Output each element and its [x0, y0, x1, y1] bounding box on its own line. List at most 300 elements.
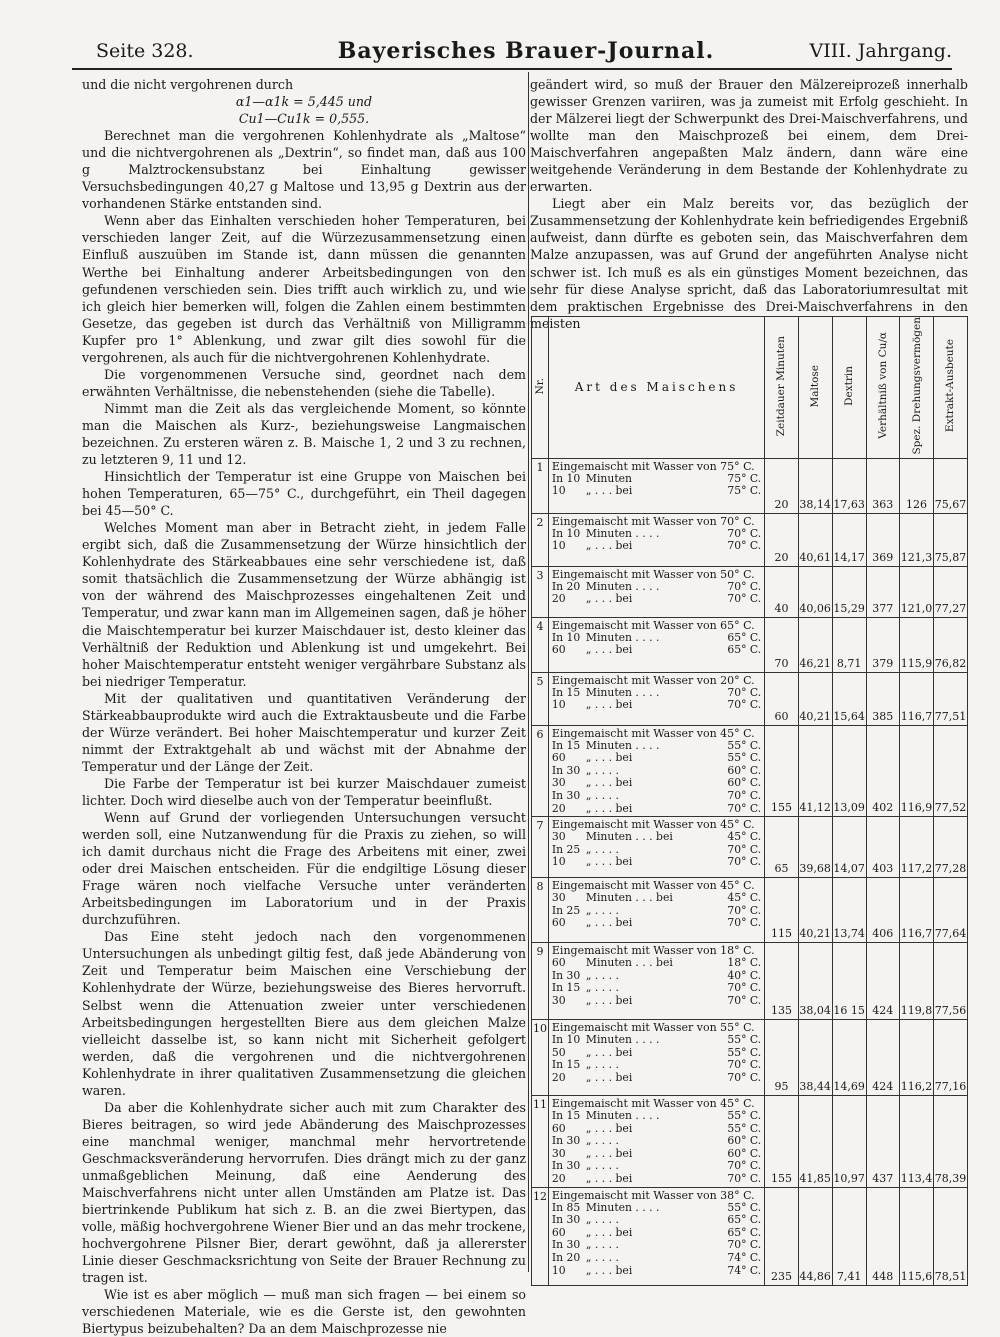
procedure-step [552, 1034, 761, 1047]
paragraph: Berechnet man die vergohrenen Kohlenhydrate als „Maltose“ und die nichtvergohrenen als „Dextrin“, so findet man, daß aus 100 g Malztrockensubstanz bei Einhaltung gewisser Versuchsbedingungen 40,27 g Maltose und 13,95 g Dextrin aus der vorhandenen Stärke entstanden sind. [82, 128, 526, 212]
verhaeltnis-value: 403 [866, 817, 899, 878]
paragraph: Wenn aber das Einhalten verschieden hoher Temperaturen, bei verschieden langer Zeit, auf die Würzezusammensetzung einen Einfluß auszuüben im Stande ist, dann müssen die genannten Werthe bei Einhaltung anderer Arbeitsbedingungen von den gefundenen verschieden sein. Dies trifft auch wirklich zu, und wie ich gleich hier bemerken will, folgen die Zahlen einem bestimmten Gesetze, das gegeben ist durch das Verhältniß von Milligramm Kupfer pro 1° Ablenkung, und zwar gilt dies sowohl für die vergohrenen, als auch für die nichtvergohrenen Kohlenhydrate. [82, 213, 526, 365]
drehung-value: 113,4 [900, 1096, 934, 1188]
step-part: Minuten . . . . [585, 526, 660, 540]
step-part: „ . . . bei [585, 776, 633, 790]
verhaeltnis-value: 406 [866, 878, 899, 943]
verhaeltnis-value: 424 [866, 943, 899, 1020]
table-row [532, 1020, 968, 1096]
table-row [532, 725, 968, 817]
extrakt-value: 77,16 [933, 1020, 967, 1096]
step-part: „ . . . . [585, 1238, 619, 1252]
step-part: „ . . . bei [585, 484, 633, 498]
step-part: 70° C. [727, 842, 762, 856]
column-separator [528, 72, 529, 1272]
verhaeltnis-value: 437 [866, 1096, 899, 1188]
procedure-step [552, 917, 761, 930]
step-part: 45° C. [727, 891, 762, 905]
step-part: 60° C. [727, 1134, 762, 1148]
zeitdauer-value: 155 [765, 1096, 798, 1188]
maltose-value: 40,61 [798, 513, 832, 566]
step-part: 60° C. [727, 763, 762, 777]
mash-procedure [548, 1187, 764, 1285]
step-part: 60° C. [727, 776, 762, 790]
col-maltose-header [798, 317, 832, 459]
dextrin-value: 13,74 [832, 878, 866, 943]
step-part: 55° C. [727, 751, 762, 765]
formula-line: α1—α1k = 5,445 und [235, 94, 373, 110]
dextrin-value: 13,09 [832, 725, 866, 817]
verhaeltnis-value: 369 [866, 513, 899, 566]
paragraph: geändert wird, so muß der Brauer den Mälzereiprozeß innerhalb gewisser Grenzen variiren, was ja zumeist mit Erfolg geschieht. In der Mälzerei liegt der Schwerpunkt des Drei-Maischverfahrens, und wollte man den Maischprozeß bei einem, dem Drei-Maischverfahren angepaßten Malz ändern, dann wäre eine weitgehende Veränderung in dem Bestande der Kohlenhydrate zu erwarten. [530, 77, 968, 195]
procedure-step [552, 752, 761, 765]
mash-procedure [548, 725, 764, 817]
table-row [532, 458, 968, 513]
step-part: Minuten . . . . [585, 685, 660, 699]
procedure-title: Eingemaischt mit Wasser von 55° C. [551, 1021, 755, 1035]
extrakt-value: 75,87 [933, 513, 967, 566]
extrakt-value: 77,64 [933, 878, 967, 943]
row-number: 2 [532, 513, 549, 566]
step-part: 20 [551, 1070, 566, 1084]
row-number: 8 [532, 878, 549, 943]
header-label: Extrakt-Ausbeute [944, 339, 957, 433]
procedure-title: Eingemaischt mit Wasser von 45° C. [551, 818, 755, 832]
step-part: 65° C. [727, 643, 762, 657]
step-part: 70° C. [727, 916, 762, 930]
step-part: Minuten . . . . [585, 630, 660, 644]
step-part: Minuten . . . . [585, 1200, 660, 1214]
volume-label: VIII. Jahrgang. [809, 40, 952, 62]
step-part: 70° C. [727, 698, 762, 712]
step-part: 30 [551, 830, 566, 844]
step-part: „ . . . bei [585, 539, 633, 553]
step-part: In 15 [551, 981, 581, 995]
step-part: In 30 [551, 968, 581, 982]
step-part: „ . . . bei [585, 1070, 633, 1084]
paragraph: Wie ist es aber möglich — muß man sich fragen — bei einem so verschiedenen Materiale, wie es die Gerste ist, den gewohnten Biertypus beizubehalten? Da an dem Maischprozesse nie [82, 1287, 526, 1337]
step-part: 70° C. [727, 1070, 762, 1084]
row-number: 1 [532, 458, 549, 513]
row-number: 11 [532, 1096, 549, 1188]
zeitdauer-value: 135 [765, 943, 798, 1020]
paragraph: und die nicht vergohrenen durch [82, 77, 294, 92]
procedure-step [552, 803, 761, 816]
step-part: „ . . . . [585, 763, 619, 777]
left-column [82, 76, 526, 1337]
verhaeltnis-value: 363 [866, 458, 899, 513]
dextrin-value: 14,07 [832, 817, 866, 878]
procedure-step [552, 1173, 761, 1186]
dextrin-value: 16 15 [832, 943, 866, 1020]
procedure-step [552, 1214, 761, 1227]
mash-procedure [548, 617, 764, 672]
table-row [532, 566, 968, 617]
procedure-step [552, 1252, 761, 1265]
procedure-title: Eingemaischt mit Wasser von 20° C. [551, 673, 755, 687]
step-part: 60 [551, 1225, 566, 1239]
dextrin-value: 10,97 [832, 1096, 866, 1188]
step-part: „ . . . bei [585, 993, 633, 1007]
maltose-value: 40,21 [798, 672, 832, 725]
header-label: Art des Maischens [574, 380, 739, 395]
verhaeltnis-value: 385 [866, 672, 899, 725]
step-part: 70° C. [727, 981, 762, 995]
mashing-results-table [531, 316, 968, 1286]
dextrin-value: 17,63 [832, 458, 866, 513]
extrakt-value: 77,27 [933, 566, 967, 617]
header-label: Maltose [809, 364, 822, 408]
procedure-step [552, 831, 761, 844]
step-part: In 30 [551, 1213, 581, 1227]
step-part: 30 [551, 776, 566, 790]
zeitdauer-value: 20 [765, 458, 798, 513]
step-part: In 15 [551, 738, 581, 752]
step-part: In 25 [551, 903, 581, 917]
header-label: Dextrin [843, 365, 856, 406]
step-part: 70° C. [727, 539, 762, 553]
table-row [532, 817, 968, 878]
step-part: „ . . . bei [585, 751, 633, 765]
procedure-title: Eingemaischt mit Wasser von 38° C. [551, 1188, 755, 1202]
journal-title: Bayerisches Brauer-Journal. [337, 38, 715, 64]
step-part: 30 [551, 891, 566, 905]
procedure-title: Eingemaischt mit Wasser von 50° C. [551, 567, 755, 581]
maltose-value: 38,04 [798, 943, 832, 1020]
step-part: 30 [551, 1146, 566, 1160]
step-part: 55° C. [727, 1045, 762, 1059]
procedure-title: Eingemaischt mit Wasser von 45° C. [551, 1097, 755, 1111]
step-part: 18° C. [727, 956, 762, 970]
step-part: 65° C. [727, 1213, 762, 1227]
step-part: 60 [551, 1121, 566, 1135]
verhaeltnis-value: 424 [866, 1020, 899, 1096]
verhaeltnis-value: 402 [866, 725, 899, 817]
verhaeltnis-value: 379 [866, 617, 899, 672]
dextrin-value: 7,41 [832, 1187, 866, 1285]
zeitdauer-value: 155 [765, 725, 798, 817]
drehung-value: 116,9 [900, 725, 934, 817]
procedure-step [552, 593, 761, 606]
table-header-row [532, 317, 968, 459]
header-label: Zeitdauer Minuten [775, 335, 788, 436]
step-part: 65° C. [727, 630, 762, 644]
header-label: Nr. [533, 377, 546, 394]
formula-line: Cu1—Cu1k = 0,555. [238, 111, 370, 127]
zeitdauer-value: 20 [765, 513, 798, 566]
table-row [532, 617, 968, 672]
step-part: „ . . . . [585, 1251, 619, 1265]
step-part: „ . . . bei [585, 1225, 633, 1239]
step-part: 20 [551, 592, 566, 606]
maltose-value: 40,21 [798, 878, 832, 943]
step-part: 40° C. [727, 968, 762, 982]
step-part: 70° C. [727, 788, 762, 802]
row-number: 12 [532, 1187, 549, 1285]
extrakt-value: 77,56 [933, 943, 967, 1020]
extrakt-value: 77,52 [933, 725, 967, 817]
extrakt-value: 76,82 [933, 617, 967, 672]
step-part: In 30 [551, 788, 581, 802]
mash-procedure [548, 1096, 764, 1188]
step-part: „ . . . bei [585, 801, 633, 815]
paragraph: Nimmt man die Zeit als das vergleichende Moment, so könnte man die Maischen als Kurz-, beziehungsweise Langmaischen bezeichnen. Zu ersteren wären z. B. Maische 1, 2 und 3 zu rechnen, zu letzteren 9, 11 und 12. [82, 400, 526, 468]
step-part: In 15 [551, 1058, 581, 1072]
step-part: 20 [551, 801, 566, 815]
step-part: Minuten . . . bei [585, 830, 673, 844]
drehung-value: 116,7 [900, 878, 934, 943]
dextrin-value: 14,69 [832, 1020, 866, 1096]
step-part: „ . . . . [585, 788, 619, 802]
procedure-title: Eingemaischt mit Wasser von 18° C. [551, 944, 755, 958]
procedure-step [552, 485, 761, 498]
col-drehung-header [900, 317, 934, 459]
step-part: „ . . . . [585, 1213, 619, 1227]
procedure-step [552, 1059, 761, 1072]
drehung-value: 121,3 [900, 513, 934, 566]
step-part: „ . . . . [585, 842, 619, 856]
dextrin-value: 15,64 [832, 672, 866, 725]
step-part: In 20 [551, 579, 581, 593]
drehung-value: 116,7 [900, 672, 934, 725]
col-nr-header [532, 317, 549, 459]
step-part: „ . . . . [585, 968, 619, 982]
step-part: „ . . . . [585, 1058, 619, 1072]
step-part: In 30 [551, 763, 581, 777]
procedure-step [552, 892, 761, 905]
step-part: 60 [551, 916, 566, 930]
page-header [96, 38, 952, 66]
step-part: 74° C. [727, 1251, 762, 1265]
page-number: Seite 328. [96, 40, 194, 62]
step-part: 70° C. [727, 903, 762, 917]
step-part: „ . . . bei [585, 916, 633, 930]
step-part: Minuten . . . . [585, 738, 660, 752]
step-part: „ . . . bei [585, 1172, 633, 1186]
step-part: „ . . . bei [585, 1146, 633, 1160]
zeitdauer-value: 70 [765, 617, 798, 672]
paragraph: Wenn auf Grund der vorliegenden Untersuchungen versucht werden soll, eine Nutzanwendung für die Praxis zu ziehen, so will ich damit durchaus nicht die Frage des Arbeitens mit einer, zwei oder drei Maischen entscheiden. Für die endgiltige Lösung dieser Frage wären noch vielfache Versuche unter veränderten Arbeitsbedingungen im Laboratorium und in der Praxis durchzuführen. [82, 810, 526, 928]
mash-procedure [548, 817, 764, 878]
extrakt-value: 78,51 [933, 1187, 967, 1285]
step-part: 10 [551, 698, 566, 712]
col-art-header [548, 317, 764, 459]
mash-procedure [548, 943, 764, 1020]
maltose-value: 40,06 [798, 566, 832, 617]
drehung-value: 115,6 [900, 1187, 934, 1285]
step-part: In 30 [551, 1134, 581, 1148]
step-part: In 15 [551, 685, 581, 699]
step-part: Minuten . . . bei [585, 891, 673, 905]
step-part: „ . . . . [585, 1134, 619, 1148]
step-part: In 10 [551, 1033, 581, 1047]
step-part: 50 [551, 1045, 566, 1059]
step-part: In 10 [551, 471, 581, 485]
step-part: 60 [551, 643, 566, 657]
step-part: 30 [551, 993, 566, 1007]
drehung-value: 116,2 [900, 1020, 934, 1096]
paragraph: Hinsichtlich der Temperatur ist eine Gruppe von Maischen bei hohen Temperaturen, 65—75° C., durchgeführt, ein Theil dagegen bei 45—50° C. [82, 469, 526, 519]
step-part: 60° C. [727, 1146, 762, 1160]
row-number: 3 [532, 566, 549, 617]
procedure-step [552, 995, 761, 1008]
step-part: „ . . . . [585, 981, 619, 995]
procedure-step [552, 540, 761, 553]
step-part: 70° C. [727, 1058, 762, 1072]
step-part: 65° C. [727, 1225, 762, 1239]
step-part: „ . . . . [585, 903, 619, 917]
procedure-title: Eingemaischt mit Wasser von 45° C. [551, 726, 755, 740]
procedure-title: Eingemaischt mit Wasser von 45° C. [551, 879, 755, 893]
step-part: 45° C. [727, 830, 762, 844]
zeitdauer-value: 235 [765, 1187, 798, 1285]
zeitdauer-value: 65 [765, 817, 798, 878]
right-column [530, 76, 968, 332]
procedure-step [552, 856, 761, 869]
step-part: 10 [551, 1263, 566, 1277]
procedure-step [552, 957, 761, 970]
mash-procedure [548, 1020, 764, 1096]
row-number: 5 [532, 672, 549, 725]
step-part: Minuten . . . . [585, 1033, 660, 1047]
step-part: In 85 [551, 1200, 581, 1214]
step-part: 60 [551, 956, 566, 970]
paragraph: Die vorgenommenen Versuche sind, geordnet nach dem erwähnten Verhältnisse, die nebenstehenden (siehe die Tabelle). [82, 366, 526, 399]
step-part: 70° C. [727, 1238, 762, 1252]
step-part: In 30 [551, 1238, 581, 1252]
step-part: 75° C. [727, 471, 762, 485]
maltose-value: 41,85 [798, 1096, 832, 1188]
col-dextrin-header [832, 317, 866, 459]
mash-procedure [548, 513, 764, 566]
maltose-value: 41,12 [798, 725, 832, 817]
procedure-step [552, 1265, 761, 1278]
step-part: 70° C. [727, 592, 762, 606]
row-number: 10 [532, 1020, 549, 1096]
procedure-step [552, 644, 761, 657]
step-part: 70° C. [727, 1159, 762, 1173]
paragraph: Mit der qualitativen und quantitativen Veränderung der Stärkeabbauprodukte wird auch die Extraktausbeute und die Farbe der Würze verändert. Bei hoher Maischtemperatur und kurzer Zeit nimmt der Extraktgehalt ab und wächst mit der Abnahme der Temperatur und der Länge der Zeit. [82, 690, 526, 774]
col-zeitdauer-header [765, 317, 798, 459]
dextrin-value: 8,71 [832, 617, 866, 672]
col-verhaeltnis-header [866, 317, 899, 459]
drehung-value: 119,8 [900, 943, 934, 1020]
drehung-value: 115,9 [900, 617, 934, 672]
drehung-value: 117,2 [900, 817, 934, 878]
step-part: In 15 [551, 1109, 581, 1123]
procedure-step [552, 1072, 761, 1085]
table-row [532, 943, 968, 1020]
procedure-step [552, 1110, 761, 1123]
paragraph: Die Farbe der Temperatur ist bei kurzer Maischdauer zumeist lichter. Doch wird dieselbe auch von der Temperatur beeinflußt. [82, 775, 526, 808]
step-part: Minuten . . . . [585, 579, 660, 593]
step-part: In 30 [551, 1159, 581, 1173]
step-part: In 10 [551, 526, 581, 540]
step-part: 10 [551, 484, 566, 498]
step-part: „ . . . bei [585, 643, 633, 657]
header-rule [72, 68, 952, 70]
step-part: „ . . . bei [585, 1121, 633, 1135]
table-row [532, 672, 968, 725]
maltose-value: 44,86 [798, 1187, 832, 1285]
mash-procedure [548, 672, 764, 725]
step-part: 74° C. [727, 1263, 762, 1277]
step-part: 75° C. [727, 484, 762, 498]
drehung-value: 121,0 [900, 566, 934, 617]
step-part: 10 [551, 539, 566, 553]
procedure-step [552, 982, 761, 995]
step-part: 70° C. [727, 579, 762, 593]
paragraph: Liegt aber ein Malz bereits vor, das bezüglich der Zusammensetzung der Kohlenhydrate kein befriedigendes Ergebniß aufweist, dann dürfte es geboten sein, das Maischverfahren dem Malze anzupassen, was auf Grund der angeführten Analyse nicht schwer ist. Ich muß es als ein günstiges Moment bezeichnen, das sehr für diese Analyse spricht, daß das Laboratoriumresultat mit dem praktischen Ergebnisse des Drei-Maischverfahrens in den meisten [530, 196, 968, 331]
table-row [532, 513, 968, 566]
maltose-value: 46,21 [798, 617, 832, 672]
verhaeltnis-value: 448 [866, 1187, 899, 1285]
step-part: Minuten [585, 471, 633, 485]
maltose-value: 38,44 [798, 1020, 832, 1096]
step-part: 55° C. [727, 1109, 762, 1123]
step-part: 55° C. [727, 1033, 762, 1047]
zeitdauer-value: 60 [765, 672, 798, 725]
zeitdauer-value: 95 [765, 1020, 798, 1096]
mash-procedure [548, 458, 764, 513]
procedure-title: Eingemaischt mit Wasser von 70° C. [551, 514, 755, 528]
step-part: 55° C. [727, 738, 762, 752]
paragraph: Welches Moment man aber in Betracht zieht, in jedem Falle ergibt sich, daß die Zusammensetzung der Würze hinsichtlich der Kohlenhydrate des Stärkeabbaues eine sehr verschiedene ist, daß somit thatsächlich die Zusammensetzung der Würze abhängig ist von der während des Maischprozesses eingehaltenen Zeit und Temperatur, und zwar kann man im Allgemeinen sagen, daß je höher die Maischtemperatur bei kurzer Maischdauer ist, desto kleiner das Verhältniß der Reduktion und Ablenkung ist und umgekehrt. Bei hoher Maischtemperatur entsteht weniger vergährbare Substanz als bei niedriger Temperatur. [82, 520, 526, 689]
step-part: 70° C. [727, 685, 762, 699]
extrakt-value: 75,67 [933, 458, 967, 513]
procedure-step [552, 699, 761, 712]
verhaeltnis-value: 377 [866, 566, 899, 617]
step-part: 10 [551, 855, 566, 869]
procedure-step [552, 790, 761, 803]
zeitdauer-value: 115 [765, 878, 798, 943]
paragraph: Da aber die Kohlenhydrate sicher auch mit zum Charakter des Bieres beitragen, so wird jede Abänderung des Maischprozesses eine manchmal weniger, manchmal mehr hervortretende Geschmacksveränderung hervorrufen. Dies drängt mich zu der ganz unmaßgeblichen Meinung, daß eine Aenderung des Maischverfahrens nicht unter allen Umständen am Platze ist. Das biertrinkende Publikum hat sich z. B. an die zwei Biertypen, das volle, mäßig hochvergohrene Wiener Bier und an das mehr trockene, hochvergohrene Pilsner Bier, derart gewöhnt, daß ja allererster Linie dieser Geschmacksrichtung von Seite der Brauer Rechnung zu tragen ist. [82, 1099, 526, 1286]
zeitdauer-value: 40 [765, 566, 798, 617]
step-part: Minuten . . . . [585, 1109, 660, 1123]
step-part: 70° C. [727, 526, 762, 540]
step-part: 70° C. [727, 1172, 762, 1186]
drehung-value: 126 [900, 458, 934, 513]
step-part: 20 [551, 1172, 566, 1186]
step-part: 70° C. [727, 801, 762, 815]
row-number: 7 [532, 817, 549, 878]
step-part: 70° C. [727, 993, 762, 1007]
step-part: Minuten . . . bei [585, 956, 673, 970]
step-part: In 20 [551, 1251, 581, 1265]
maltose-value: 38,14 [798, 458, 832, 513]
extrakt-value: 77,28 [933, 817, 967, 878]
extrakt-value: 78,39 [933, 1096, 967, 1188]
procedure-title: Eingemaischt mit Wasser von 65° C. [551, 618, 755, 632]
col-extrakt-header [933, 317, 967, 459]
row-number: 6 [532, 725, 549, 817]
step-part: „ . . . bei [585, 1263, 633, 1277]
step-part: „ . . . bei [585, 592, 633, 606]
procedure-title: Eingemaischt mit Wasser von 75° C. [551, 459, 755, 473]
step-part: „ . . . . [585, 1159, 619, 1173]
step-part: „ . . . bei [585, 698, 633, 712]
header-label: Verhältniß von Cu/α [876, 332, 889, 440]
step-part: In 10 [551, 630, 581, 644]
step-part: 60 [551, 751, 566, 765]
step-part: 55° C. [727, 1121, 762, 1135]
step-part: In 25 [551, 842, 581, 856]
procedure-step [552, 1135, 761, 1148]
table-row [532, 1187, 968, 1285]
row-number: 4 [532, 617, 549, 672]
mash-procedure [548, 566, 764, 617]
header-label: Spez. Drehungsvermögen [910, 317, 923, 455]
